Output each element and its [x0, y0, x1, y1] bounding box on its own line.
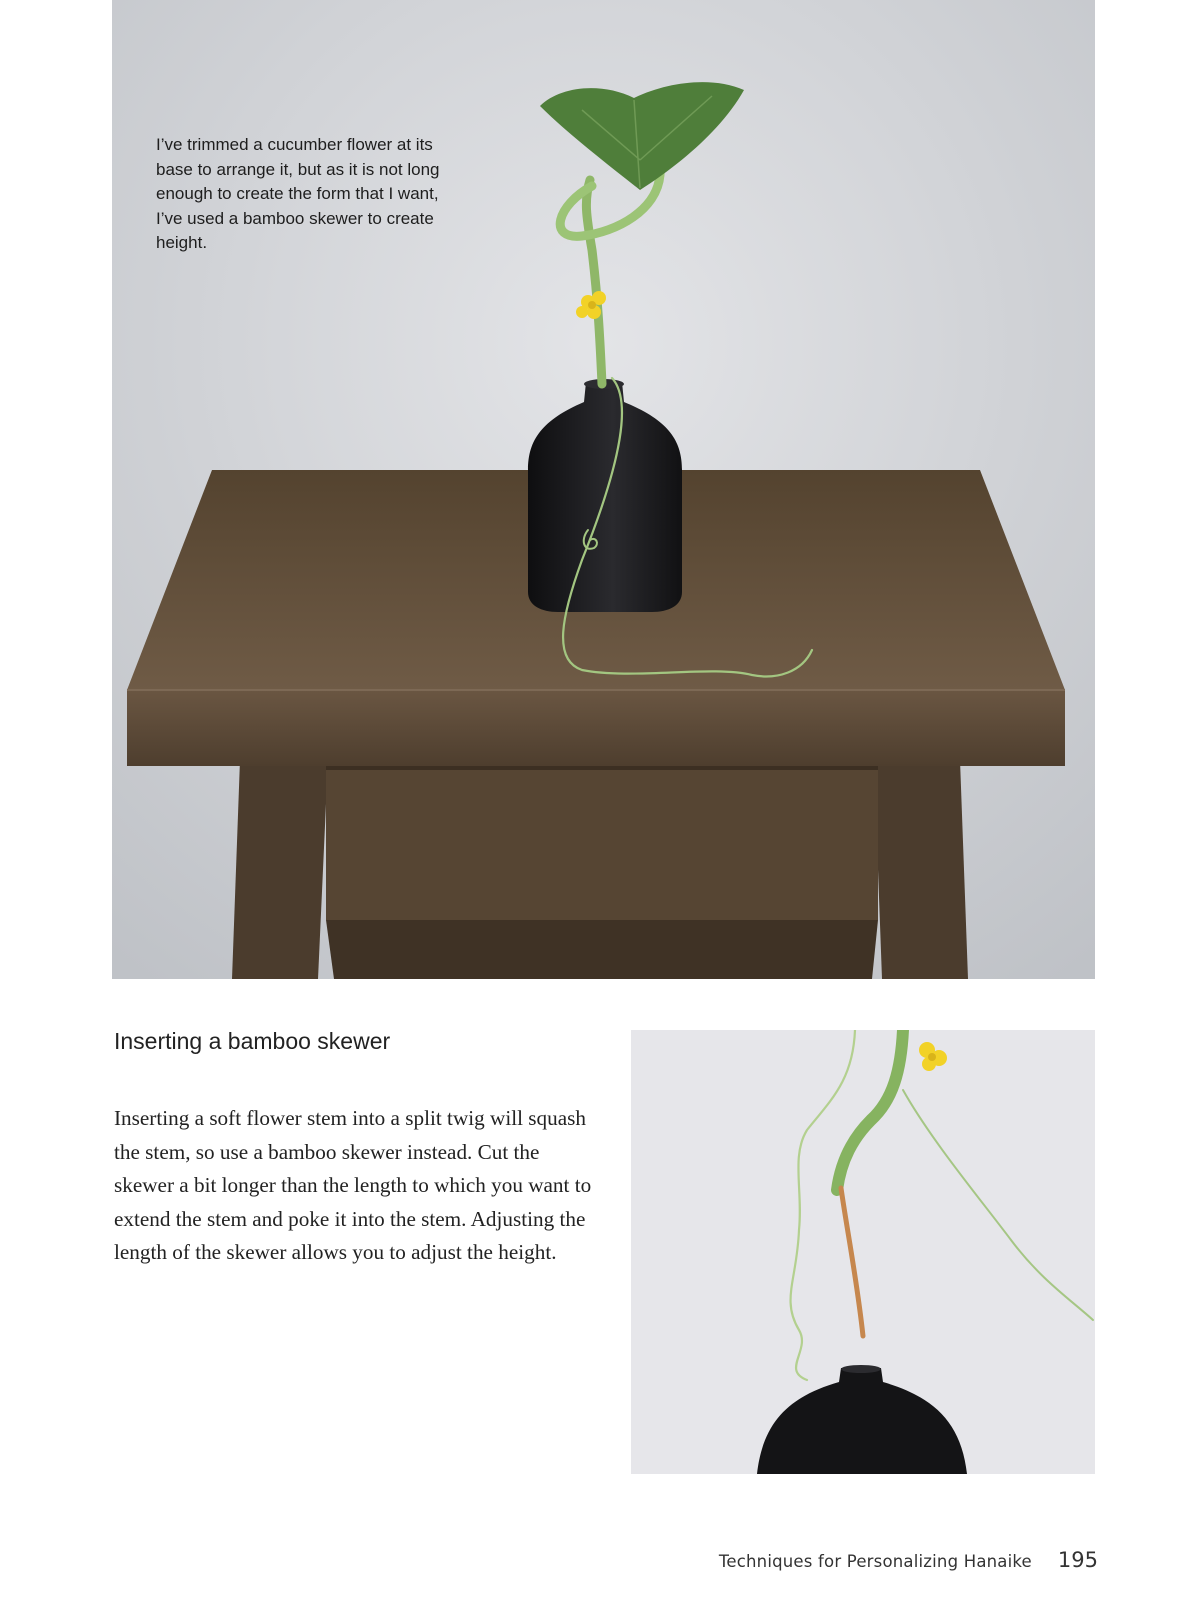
page-footer — [719, 1548, 1098, 1572]
page-number: 195 — [1057, 1548, 1098, 1572]
skewer-detail-photo — [631, 1030, 1095, 1474]
section-heading: Inserting a bamboo skewer — [114, 1028, 391, 1054]
section-body: Inserting a soft flower stem into a split twig will squash the stem, so use a bamboo skewer instead. Cut the skewer a bit longer than the length to which you want to extend the stem and poke it into the stem. Adjusting the length of the skewer allows you to adjust the height. — [114, 1106, 592, 1264]
running-head: Techniques for Personalizing Hanaike — [718, 1552, 1032, 1571]
photo-caption: I’ve trimmed a cucumber flower at its base to arrange it, but as it is not long enough to create the form that I want, I’ve used a bamboo skewer to create height. — [156, 135, 440, 252]
skewer-inserted-in-stem — [631, 1030, 1095, 1474]
